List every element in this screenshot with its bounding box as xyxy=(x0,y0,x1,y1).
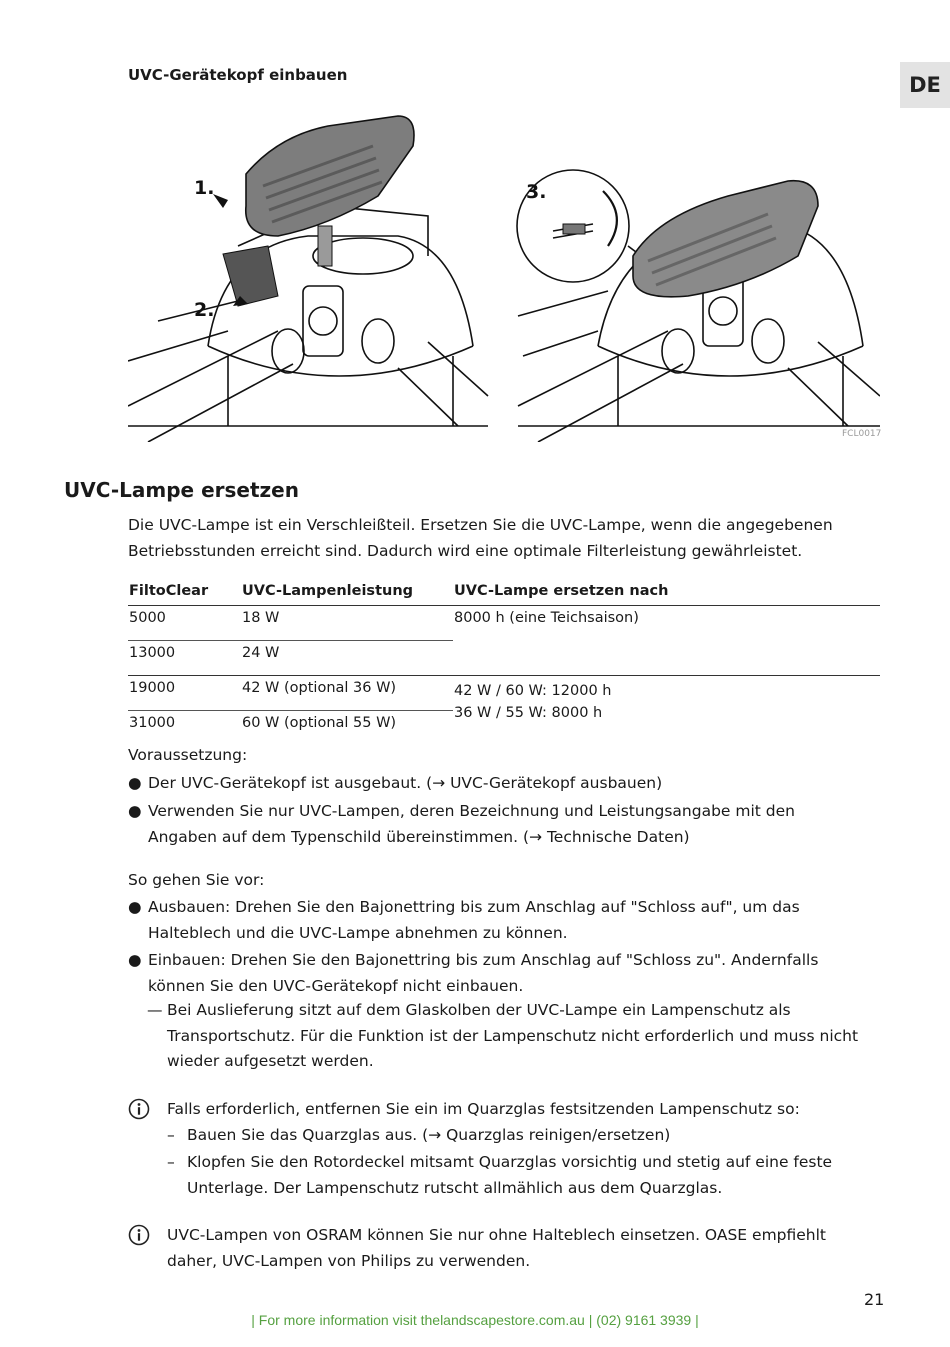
table-cell: 8000 h (eine Teichsaison) xyxy=(453,606,880,676)
figure-code: FCL0017 xyxy=(842,429,882,439)
replace-line: 36 W / 55 W: 8000 h xyxy=(454,705,603,721)
bullet-icon: ● xyxy=(128,951,142,969)
bullet-icon: ● xyxy=(128,802,142,820)
table-row xyxy=(128,606,880,641)
table-row xyxy=(128,676,880,711)
sub-list-item: – Klopfen Sie den Rotordeckel mitsamt Quarzglas vorsichtig und stetig auf eine feste Unterlage. Der Lampenschutz rutscht allmählich aus dem Quarzglas. xyxy=(167,1150,877,1201)
note-text: UVC-Lampen von OSRAM können Sie nur ohne Halteblech einsetzen. OASE empfiehlt daher, UVC-Lampen von Philips zu verwenden. xyxy=(167,1226,827,1270)
table-cell: 13000 xyxy=(128,641,241,676)
replace-line: 42 W / 60 W: 12000 h xyxy=(454,683,612,699)
bullet-icon: ● xyxy=(128,898,142,916)
dash-icon: — xyxy=(147,1001,163,1019)
bullet-icon: ● xyxy=(128,774,142,792)
list-item: ● Ausbauen: Drehen Sie den Bajonettring bis zum Anschlag auf "Schloss auf", um das Halteblech und die UVC-Lampe abnehmen zu können. xyxy=(128,895,868,946)
dash-icon: – xyxy=(167,1126,175,1144)
lamp-table xyxy=(128,577,880,745)
table-cell: 18 W xyxy=(241,606,453,641)
table-cell: 31000 xyxy=(129,715,176,731)
note-text: Falls erforderlich, entfernen Sie ein im Quarzglas festsitzenden Lampenschutz so: xyxy=(167,1100,800,1118)
sub-list-item: — Bei Auslieferung sitzt auf dem Glaskolben der UVC-Lampe ein Lampenschutz als Transportschutz. Für die Funktion ist der Lampenschutz nicht erforderlich und muss nicht wieder aufgesetzt werden. xyxy=(147,998,877,1075)
footer-link[interactable]: | For more information visit thelandscapestore.com.au | (02) 9161 3939 | xyxy=(251,1312,699,1328)
section-title: UVC-Lampe ersetzen xyxy=(64,478,299,502)
steps-label: So gehen Sie vor: xyxy=(128,871,265,889)
language-tab: DE xyxy=(900,62,950,108)
info-icon xyxy=(128,1098,150,1120)
info-icon xyxy=(128,1224,150,1246)
table-header: UVC-Lampenleistung xyxy=(241,577,453,606)
table-header: UVC-Lampe ersetzen nach xyxy=(453,577,880,606)
list-item: ● Der UVC-Gerätekopf ist ausgebaut. (→ UVC-Gerätekopf ausbauen) xyxy=(128,771,868,797)
dash-icon: – xyxy=(167,1153,175,1171)
table-cell: 5000 xyxy=(128,606,241,641)
table-cell: 24 W xyxy=(241,641,453,676)
table-header-row xyxy=(128,577,880,606)
figure-heading: UVC-Gerätekopf einbauen xyxy=(128,66,348,84)
prereq-label: Voraussetzung: xyxy=(128,746,248,764)
table-cell: 19000 xyxy=(128,676,241,711)
intro-paragraph: Die UVC-Lampe ist ein Verschleißteil. Ersetzen Sie die UVC-Lampe, wenn die angegebenen Betriebsstunden erreicht sind. Dadurch wird eine optimale Filterleistung gewährleistet. xyxy=(128,516,833,560)
installation-illustration xyxy=(128,106,880,442)
step1-label: 1. xyxy=(194,177,215,199)
table-cell: 42 W (optional 36 W) xyxy=(241,676,453,711)
list-item: ● Einbauen: Drehen Sie den Bajonettring bis zum Anschlag auf "Schloss zu". Andernfalls können Sie den UVC-Gerätekopf nicht einbauen. xyxy=(128,948,868,999)
list-item: ● Verwenden Sie nur UVC-Lampen, deren Bezeichnung und Leistungsangabe mit den Angaben auf dem Typenschild übereinstimmen. (→ Technische Daten) xyxy=(128,799,868,850)
table-header: FiltoClear xyxy=(128,577,241,606)
table-cell xyxy=(453,676,880,746)
sub-list-item: – Bauen Sie das Quarzglas aus. (→ Quarzglas reinigen/ersetzen) xyxy=(167,1123,877,1149)
step3-label: 3. xyxy=(526,181,547,203)
table-cell: 60 W (optional 55 W) xyxy=(242,715,397,731)
page-number: 21 xyxy=(864,1290,885,1309)
step2-label: 2. xyxy=(194,299,215,321)
